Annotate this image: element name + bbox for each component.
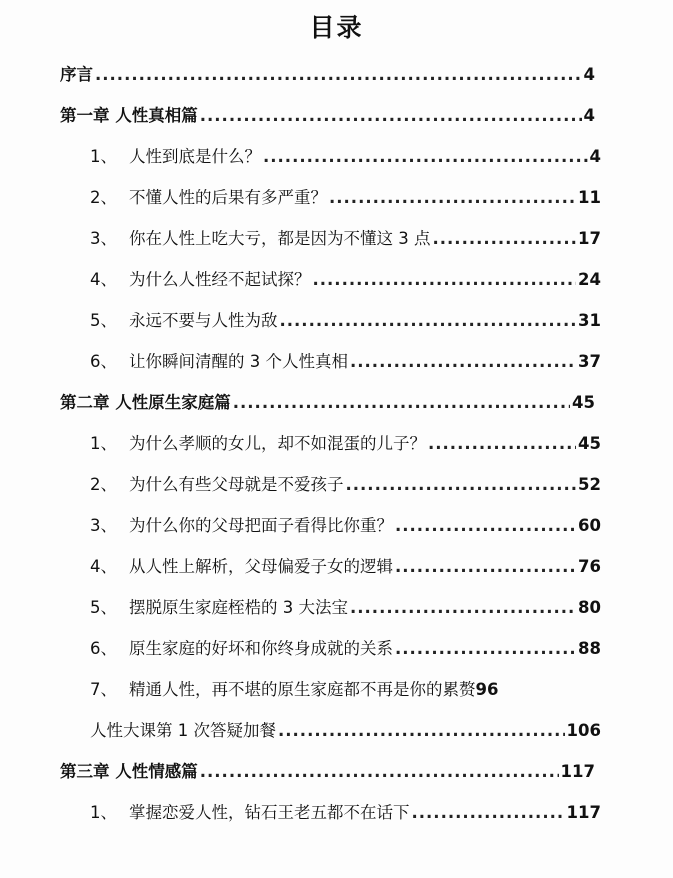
- dot-leader: [346, 464, 577, 505]
- entry-page: 117: [560, 762, 595, 781]
- dot-leader: [278, 710, 565, 751]
- entry-number: 3、: [90, 516, 117, 535]
- toc-entry-1-4[interactable]: [0, 259, 673, 300]
- toc-entry-2-4[interactable]: [0, 546, 673, 587]
- entry-page: 4: [583, 65, 595, 84]
- dot-leader: [395, 628, 576, 669]
- toc-entry-chapter-2[interactable]: [0, 382, 673, 423]
- entry-text: 精通人性，再不堪的原生家庭都不再是你的累赘: [129, 680, 476, 699]
- dot-leader: [395, 505, 576, 546]
- entry-number: 5、: [90, 598, 117, 617]
- dot-leader: [412, 792, 565, 833]
- entry-number: 1、: [90, 147, 117, 166]
- toc-entry-1-2[interactable]: [0, 177, 673, 218]
- entry-page: 117: [566, 803, 601, 822]
- entry-text: 掌握恋爱人性，钻石王老五都不在话下: [129, 803, 410, 822]
- entry-text: 你在人性上吃大亏，都是因为不懂这 3 点: [129, 229, 431, 248]
- entry-number: 1、: [90, 803, 117, 822]
- entry-page: 11: [578, 188, 601, 207]
- entry-number: 6、: [90, 352, 117, 371]
- dot-leader: [200, 751, 559, 792]
- entry-page: 4: [583, 106, 595, 125]
- entry-text: 为什么有些父母就是不爱孩子: [129, 475, 344, 494]
- entry-page: 45: [578, 434, 601, 453]
- entry-number: 2、: [90, 475, 117, 494]
- entry-text: 为什么人性经不起试探？: [129, 270, 311, 289]
- entry-number: 1、: [90, 434, 117, 453]
- entry-page: 37: [578, 352, 601, 371]
- table-of-contents: [0, 54, 673, 833]
- toc-entry-2-2[interactable]: [0, 464, 673, 505]
- entry-page: 17: [578, 229, 601, 248]
- entry-page: 45: [572, 393, 595, 412]
- entry-page: 52: [578, 475, 601, 494]
- toc-entry-2-7[interactable]: [0, 669, 673, 710]
- entry-number: 3、: [90, 229, 117, 248]
- dot-leader: [433, 218, 577, 259]
- dot-leader: [350, 587, 576, 628]
- dot-leader: [200, 95, 582, 136]
- toc-entry-1-3[interactable]: [0, 218, 673, 259]
- toc-entry-2-1[interactable]: [0, 423, 673, 464]
- entry-text: 让你瞬间清醒的 3 个人性真相: [129, 352, 348, 371]
- entry-text: 永远不要与人性为敌: [129, 311, 278, 330]
- entry-text: 为什么孝顺的女儿，却不如混蛋的儿子？: [129, 434, 426, 453]
- dot-leader: [428, 423, 576, 464]
- toc-entry-3-1[interactable]: [0, 792, 673, 833]
- toc-entry-preface[interactable]: [0, 54, 673, 95]
- entry-number: 7、: [90, 680, 117, 699]
- toc-entry-2-3[interactable]: [0, 505, 673, 546]
- dot-leader: [395, 546, 576, 587]
- entry-page: 106: [566, 721, 601, 740]
- entry-page: 60: [578, 516, 601, 535]
- entry-number: 2、: [90, 188, 117, 207]
- entry-number: 6、: [90, 639, 117, 658]
- entry-page: 76: [578, 557, 601, 576]
- dot-leader: [95, 54, 582, 95]
- entry-number: 4、: [90, 270, 117, 289]
- entry-text: 第一章 人性真相篇: [60, 106, 198, 125]
- entry-text: 不懂人性的后果有多严重？: [129, 188, 327, 207]
- toc-title: 目录: [309, 13, 364, 42]
- entry-number: 5、: [90, 311, 117, 330]
- toc-entry-chapter-3[interactable]: [0, 751, 673, 792]
- entry-text: 序言: [60, 65, 93, 84]
- dot-leader: [263, 136, 588, 177]
- entry-text: 原生家庭的好坏和你终身成就的关系: [129, 639, 393, 658]
- entry-text: 第二章 人性原生家庭篇: [60, 393, 231, 412]
- dot-leader: [280, 300, 577, 341]
- entry-page: 96: [475, 680, 499, 699]
- entry-text: 摆脱原生家庭桎梏的 3 大法宝: [129, 598, 348, 617]
- toc-entry-2-5[interactable]: [0, 587, 673, 628]
- entry-page: 80: [578, 598, 601, 617]
- entry-page: 31: [578, 311, 601, 330]
- dot-leader: [350, 341, 576, 382]
- toc-entry-2-qa[interactable]: [0, 710, 673, 751]
- toc-entry-chapter-1[interactable]: [0, 95, 673, 136]
- toc-entry-1-6[interactable]: [0, 341, 673, 382]
- entry-text: 为什么你的父母把面子看得比你重？: [129, 516, 393, 535]
- toc-entry-1-5[interactable]: [0, 300, 673, 341]
- entry-page: 24: [578, 270, 601, 289]
- entry-text: 第三章 人性情感篇: [60, 762, 198, 781]
- entry-text: 从人性上解析，父母偏爱子女的逻辑: [129, 557, 393, 576]
- toc-entry-1-1[interactable]: [0, 136, 673, 177]
- dot-leader: [313, 259, 577, 300]
- dot-leader: [233, 382, 570, 423]
- entry-page: 88: [578, 639, 601, 658]
- entry-text: 人性到底是什么？: [129, 147, 261, 166]
- entry-page: 4: [589, 147, 601, 166]
- toc-entry-2-6[interactable]: [0, 628, 673, 669]
- entry-text: 人性大课第 1 次答疑加餐: [90, 721, 276, 740]
- dot-leader: [329, 177, 576, 218]
- entry-number: 4、: [90, 557, 117, 576]
